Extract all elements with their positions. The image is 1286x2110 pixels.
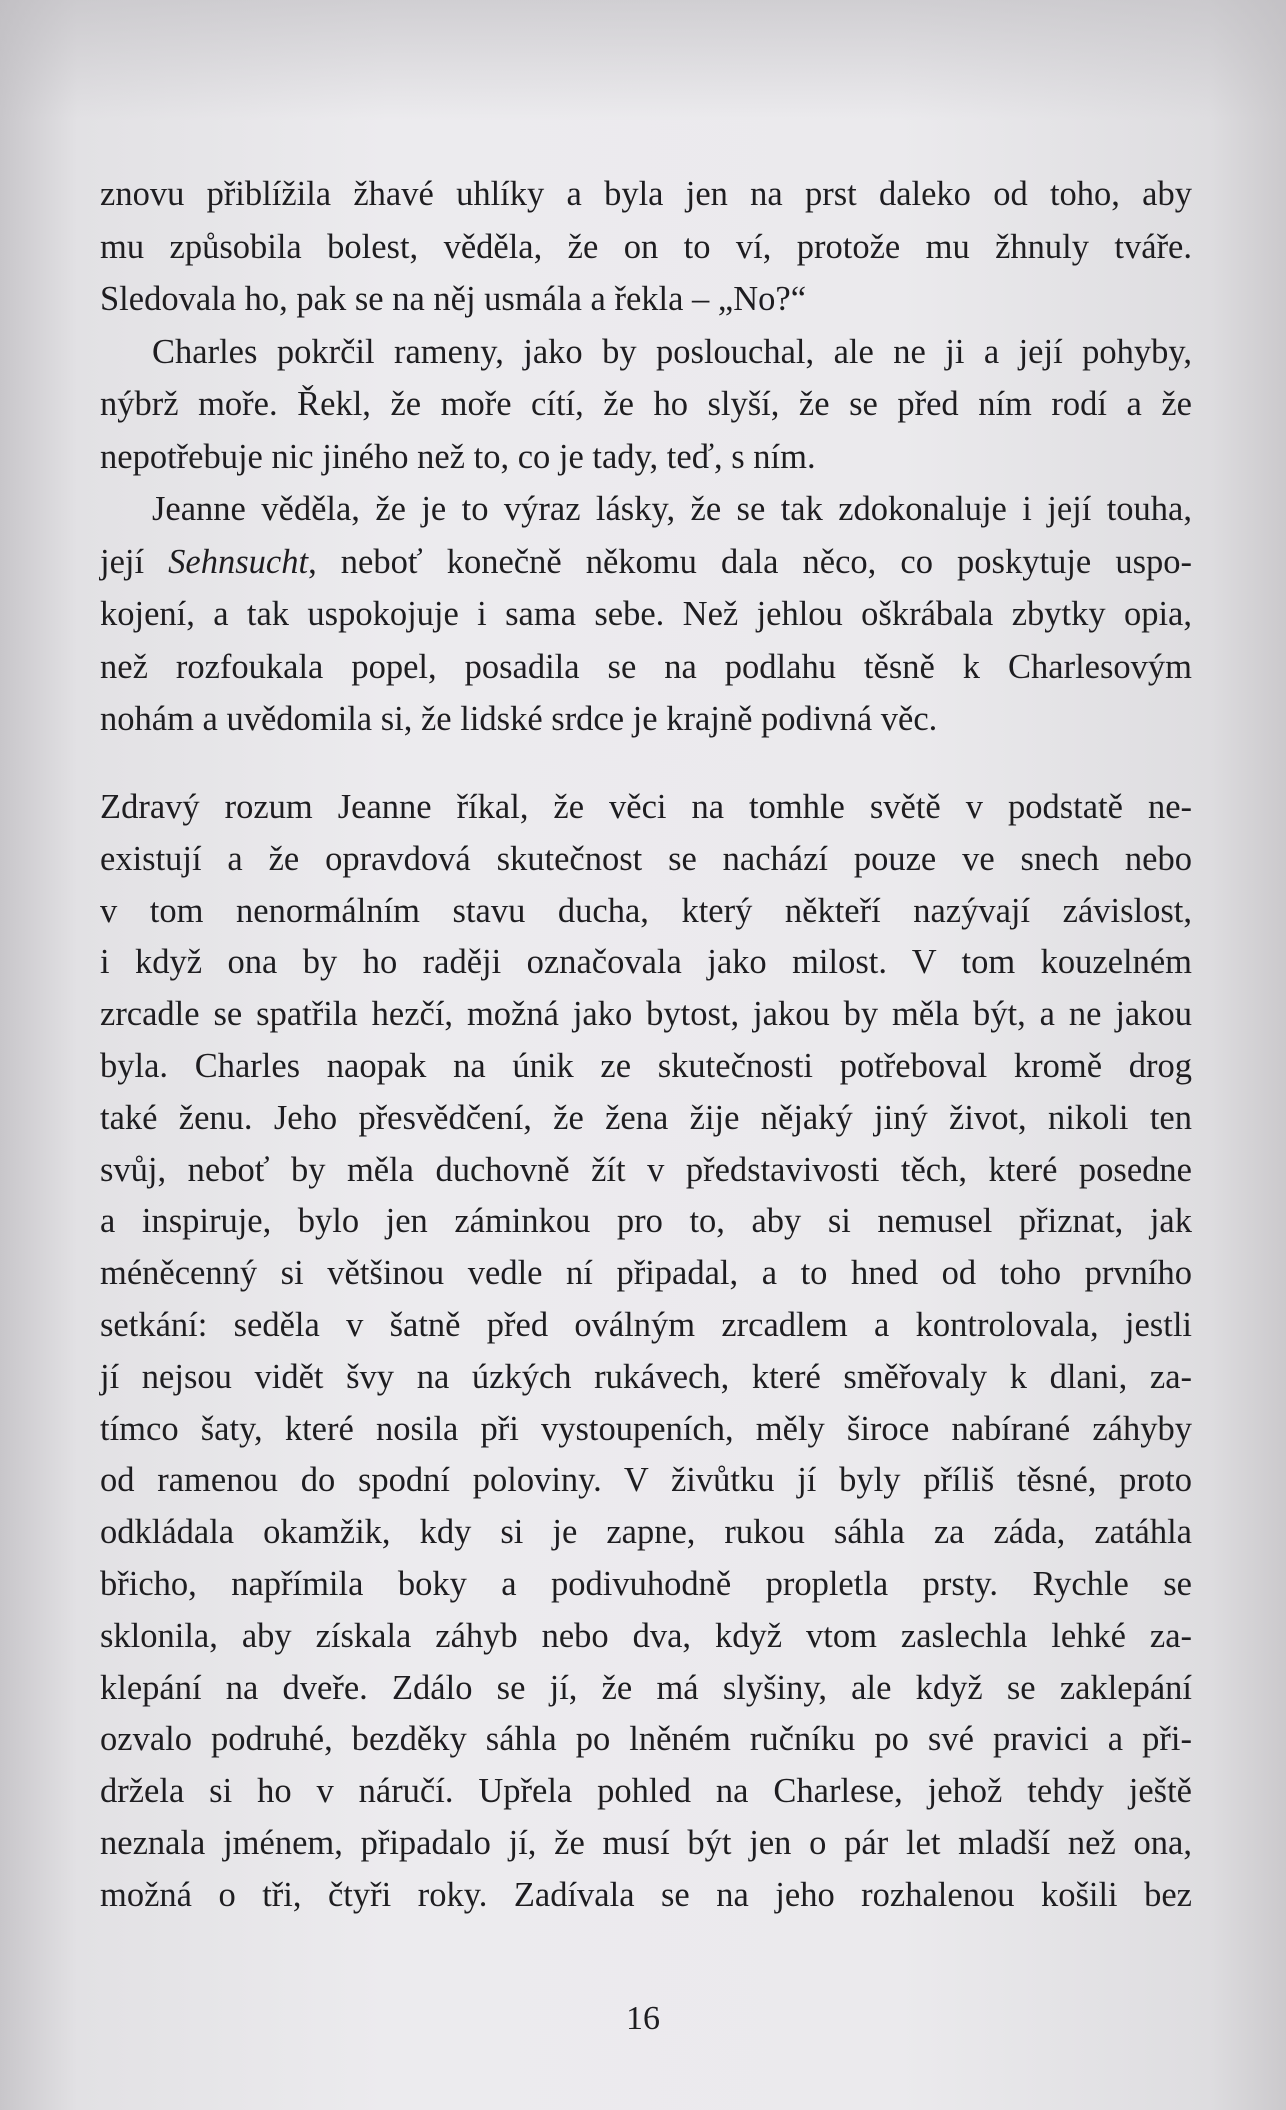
text-line: břicho, napřímila boky a podivuhodně propletla prsty. Rychle se [100,1564,1192,1603]
text-column-bottom [100,782,1192,1922]
text-line: byla. Charles naopak na únik ze skutečnosti potřeboval kromě drog [100,1046,1192,1085]
text-line: v tom nenormálním stavu ducha, který někteří nazývají závislost, [100,891,1192,930]
text-line: také ženu. Jeho přesvědčení, že žena žije nějaký jiný život, nikoli ten [100,1098,1192,1137]
text-line: znovu přiblížila žhavé uhlíky a byla jen na prst daleko od toho, aby [100,175,1192,213]
text-line: kojení, a tak uspokojuje i sama sebe. Než jehlou oškrábala zbytky opia, [100,595,1192,633]
text-line: i když ona by ho raději označovala jako milost. V tom kouzelném [100,943,1192,982]
text-line: mu způsobila bolest, věděla, že on to ví, protože mu žhnuly tváře. [100,227,1192,266]
text-line: neznala jménem, připadalo jí, že musí být jen o pár let mladší než ona, [100,1823,1192,1862]
text-line: nohám a uvědomila si, že lidské srdce je krajně podivná věc. [100,700,938,738]
page-number: 16 [626,2000,660,2037]
text-line: ozvalo podruhé, bezděky sáhla po lněném ručníku po své pravici a při- [100,1720,1192,1759]
text-line: tímco šaty, které nosila při vystoupeních, měly široce nabírané záhyby [100,1409,1192,1448]
text-line: Jeanne věděla, že je to výraz lásky, že se tak zdokonaluje i její touha, [152,490,1192,528]
text-line-with-emphasis [100,536,1192,589]
text-line: než rozfoukala popel, posadila se na podlahu těsně k Charlesovým [100,647,1192,686]
text-line: klepání na dveře. Zdálo se jí, že má slyšiny, ale když se zaklepání [100,1668,1192,1707]
text-line: od ramenou do spodní poloviny. V živůtku jí byly příliš těsné, proto [100,1461,1192,1500]
text-line: nepotřebuje nic jiného než to, co je tady, teď, s ním. [100,437,816,476]
text-line: zrcadle se spatřila hezčí, možná jako bytost, jakou by měla být, a ne jakou [100,995,1192,1034]
text-run: , neboť konečně někomu dala něco, co poskytuje uspo- [308,542,1192,581]
text-line: jí nejsou vidět švy na úzkých rukávech, které směřovaly k dlani, za- [100,1357,1192,1396]
text-line: sklonila, aby získala záhyb nebo dva, když vtom zaslechla lehké za- [100,1616,1192,1655]
page-shading [0,0,1286,120]
text-line: nýbrž moře. Řekl, že moře cítí, že ho slyší, že se před ním rodí a že [100,385,1192,423]
text-line: existují a že opravdová skutečnost se nachází pouze ve snech nebo [100,839,1192,878]
text-line: Zdravý rozum Jeanne říkal, že věci na tomhle světě v podstatě ne- [100,788,1192,826]
text-run: její [100,542,169,581]
text-line: a inspiruje, bylo jen záminkou pro to, aby si nemusel přiznat, jak [100,1202,1192,1241]
text-line: setkání: seděla v šatně před oválným zrcadlem a kontrolovala, jestli [100,1305,1192,1344]
text-column-top [100,168,1192,746]
text-line: odkládala okamžik, kdy si je zapne, rukou sáhla za záda, zatáhla [100,1513,1192,1552]
text-line: možná o tři, čtyři roky. Zadívala se na jeho rozhalenou košili bez [100,1875,1192,1914]
emphasized-word: Sehnsucht [168,542,309,581]
text-line: držela si ho v náručí. Upřela pohled na Charlese, jehož tehdy ještě [100,1772,1192,1811]
text-line: Sledovala ho, pak se na něj usmála a řekla – „No?“ [100,280,807,318]
text-line: Charles pokrčil rameny, jako by poslouchal, ale ne ji a její pohyby, [152,332,1192,371]
text-line: svůj, neboť by měla duchovně žít v představivosti těch, které posedne [100,1150,1192,1189]
text-line: méněcenný si většinou vedle ní připadal, a to hned od toho prvního [100,1254,1192,1293]
